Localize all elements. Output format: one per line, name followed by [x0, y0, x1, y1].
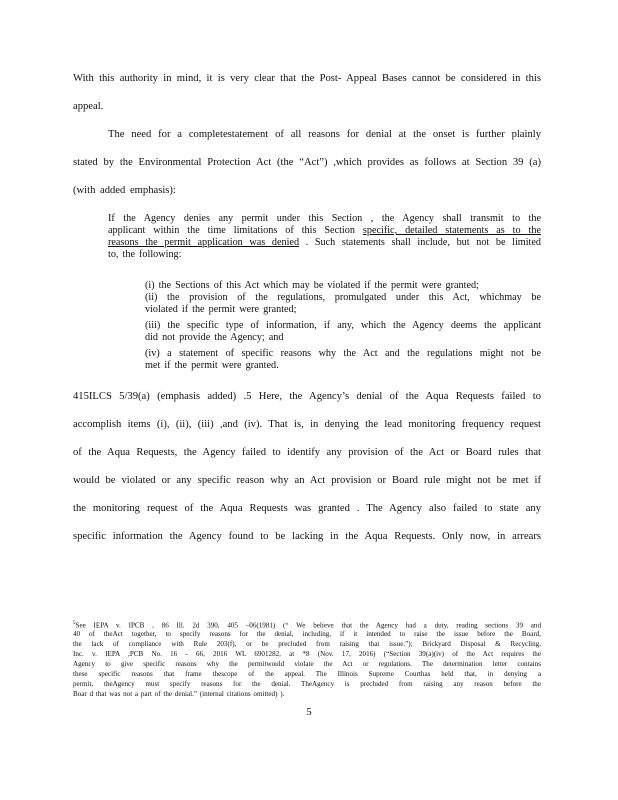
paragraph-3-line-4: would be violated or any specific reason why an Act provision or Board rule might not be met if: [73, 475, 541, 486]
list-item-ii: (ii) the provision of the regulations, promulgated under this Act, whichmay be: [145, 292, 541, 303]
footnote-line-8: Boar d that was not a part of the denial.” (internal citations omitted) ).: [73, 690, 285, 698]
paragraph-3-line-3: of the Aqua Requests, the Agency failed to identify any provision of the Act or Board rules that: [73, 447, 541, 458]
paragraph-2-line-3: (with added emphasis):: [73, 185, 176, 196]
paragraph-3-line-5: the monitoring request of the Aqua Requests was granted . The Agency also failed to state any: [73, 503, 541, 514]
quote-emphasis-underline: reasons the permit application was denied: [108, 237, 300, 248]
footnote-line-3: the lack of compliance with Rule 203(f), or be precluded from raising that issue.”); Brickyard Disposal & Recycling,: [73, 640, 541, 648]
paragraph-3-line-6: specific information the Agency found to be lacking in the Aqua Requests. Only now, in arrears: [73, 531, 541, 542]
list-item-iii-cont: did not provide the Agency; and: [145, 332, 284, 343]
footnote-line-5: Agency to give specific reasons why the permitwould violate the Act or regulations. The determination letter contains: [73, 660, 541, 668]
block-quote-line-3: [108, 237, 541, 249]
list-item-iii: (iii) the specific type of information, if any, which the Agency deems the applicant: [145, 320, 541, 331]
quote-emphasis-underline: specific, detailed statements as to the: [362, 225, 541, 236]
block-quote-line-1: If the Agency denies any permit under this Section , the Agency shall transmit to the: [108, 213, 541, 224]
footnote-line-7: permit, theAgency must specify reasons for the denial. TheAgency is precluded from raising any reason before the: [73, 680, 541, 688]
paragraph-2-line-1: The need for a completestatement of all reasons for denial at the onset is further plainly: [108, 129, 541, 140]
footnote-line-4: Inc. v. IEPA ,PCB No. 16 - 66, 2016 WL 6901282, at *8 (Nov. 17, 2016) (“Section 39(a)(iv) of the Act requires the: [73, 650, 541, 658]
list-item-iv: (iv) a statement of specific reasons why the Act and the regulations might not be: [145, 348, 541, 359]
paragraph-3-line-2: accomplish items (i), (ii), (iii) ,and (iv). That is, in denying the lead monitoring frequency request: [73, 419, 541, 430]
list-item-ii-cont: violated if the permit were granted;: [145, 304, 297, 315]
paragraph-1-line-2: appeal.: [73, 101, 104, 112]
paragraph-1-line-1: With this authority in mind, it is very clear that the Post- Appeal Bases cannot be considered in this: [73, 73, 541, 84]
list-item-i: (i) the Sections of this Act which may be violated if the permit were granted;: [145, 280, 479, 291]
footnote-marker: 5: [73, 621, 76, 626]
quote-text: applicant within the time limitations of this Section: [108, 225, 363, 236]
paragraph-2-line-2: stated by the Environmental Protection Act (the “Act”) ,which provides as follows at Section 39 (a): [73, 157, 541, 168]
footnote-line-2: 40 of theAct together, to specify reasons for the denial, including, if it intended to raise the issue before the Board,: [73, 630, 541, 638]
paragraph-3-line-1: 415ILCS 5/39(a) (emphasis added) .5 Here, the Agency’s denial of the Aqua Requests failed to: [73, 391, 541, 402]
quote-text: . Such statements shall include, but not be limited: [299, 237, 541, 248]
footnote-line-6: these specific reasons that frame thescope of the appeal. The Illinois Supreme Courthas held that, in denying a: [73, 670, 541, 678]
list-item-iv-cont: met if the permit were granted.: [145, 360, 279, 371]
footnote-text: See IEPA v. IPCB , 86 Ill. 2d 390, 405 –06(1981) (“ We believe that the Agency had a duty, reading sections 39 and: [75, 621, 541, 630]
block-quote-line-4: to, the following:: [108, 249, 182, 260]
page-number: 5: [306, 707, 312, 718]
block-quote-line-2: [108, 225, 541, 237]
